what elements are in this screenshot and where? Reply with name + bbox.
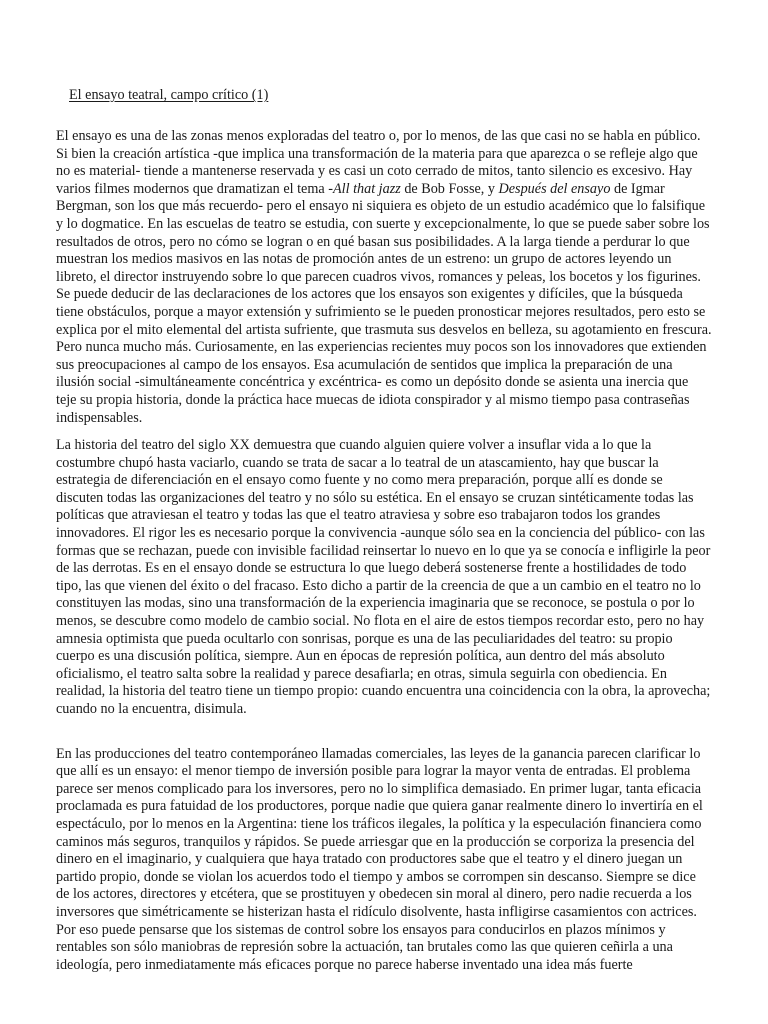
film-title-all-that-jazz: All that jazz <box>332 180 401 197</box>
paragraph-text: de Igmar Bergman, son los que más recuerdo- pero el ensayo ni siquiera es objeto de un estudio académico que lo falsifique y lo dogmatice. En las escuelas de teatro se estudia, con suerte y excepcionalmente, lo que se puede saber sobre los resultados de otros, pero no cómo se logran o en qué basan sus posibilidades. A la larga tiende a perdurar lo que muestran los medios masivos en las notas de promoción antes de un estreno: un grupo de actores leyendo un libreto, el director instruyendo sobre lo que parecen cuadros vivos, romances y peleas, los bocetos y los figurines. Se puede deducir de las declaraciones de los actores que los ensayos son exigentes y difíciles, que la búsqueda tiene obstáculos, porque a mayor extensión y sufrimiento se le pueden pronosticar mejores resultados, pero esto se explica por el mito elemental del artista sufriente, que trasmuta sus desvelos en belleza, su agotamiento en frescura. Pero nunca mucho más. Curiosamente, en las experiencias recientes muy pocos son los innovadores que extienden sus preocupaciones al campo de los ensayos. Esa acumulación de sentidos que implica la preparación de una ilusión social -simultáneamente concéntrica y excéntrica- es como un depósito donde se asienta una inercia que teje su propia historia, donde la práctica hace muecas de idiota conspirador y al mismo tiempo pasa contraseñas indispensables. <box>56 180 712 426</box>
document-title: El ensayo teatral, campo crítico (1) <box>69 87 269 103</box>
paragraph-text: La historia del teatro del siglo XX demuestra que cuando alguien quiere volver a insuflar vida a lo que la costumbre chupó hasta vaciarlo, cuando se trata de sacar a lo teatral de un atascamiento, hay que buscar la estrategia de diferenciación en el ensayo como fuente y no como mera preparación, porque allí es donde se discuten todas las organizaciones del teatro y no sólo su estética. En el ensayo se cruzan sintéticamente todas las políticas que atraviesan el teatro y todas las que el teatro atraviesa y sobre eso trabajaron todos los grandes innovadores. El rigor les es necesario porque la convivencia -aunque sólo sea en la conciencia del público- con las formas que se rechazan, puede con invisible facilidad reinsertar lo nuevo en lo que ya se conocía e infligirle la peor de las derrotas. Es en el ensayo donde se estructura lo que luego deberá sostenerse frente a hostilidades de todo tipo, las que vienen del éxito o del fracaso. Esto dicho a partir de la creencia de que a un cambio en el teatro no lo constituyen las modas, sino una transformación de la experiencia imaginaria que se reconoce, se postula o por lo menos, se descubre como modelo de cambio social. No flota en el aire de estos tiempos recordar esto, pero no hay amnesia optimista que pueda ocultarlo con sonrisas, porque es una de las peculiaridades del teatro: su propio cuerpo es una discusión política, siempre. Aun en épocas de represión política, aun dentro del más absoluto oficialismo, el teatro salta sobre la realidad y parece desafiarla; en otras, simula seguirla con obediencia. En realidad, la historia del teatro tiene un tiempo propio: cuando encuentra una coincidencia con la obra, la aprovecha; cuando no la encuentra, disimula. <box>56 437 711 717</box>
paragraph-text: En las producciones del teatro contemporáneo llamadas comerciales, las leyes de la ganancia parecen clarificar lo que allí es un ensayo: el menor tiempo de inversión posible para lograr la mayor venta de entradas. El problema parece ser menos complicado para los inversores, pero no lo simplifica demasiado. En primer lugar, tanta eficacia proclamada es pura fatuidad de los productores, porque nadie que quiera ganar realmente dinero lo invertiría en el espectáculo, por lo menos en la Argentina: tiene los tráficos ilegales, la política y la especulación financiera como caminos más seguros, tranquilos y rápidos. Se puede arriesgar que en la producción se corporiza la presencia del dinero en el imaginario, y cualquiera que haya tratado con productores sabe que el teatro y el dinero juegan un partido propio, donde se violan los acuerdos todo el tiempo y ambos se corrompen sin descanso. Siempre se dice de los actores, directores y etcétera, que se prostituyen y obedecen sin moral al dinero, pero nadie recuerda a los inversores que simétricamente se histerizan hasta el ridículo disolvente, hasta infligirse casamientos con actrices. Por eso puede pensarse que los sistemas de control sobre los ensayos para conducirlos en plazos mínimos y rentables son sólo maniobras de represión sobre la actuación, tan brutales como las que quieren ceñirla a una ideología, pero inmediatamente más eficaces porque no parece haberse inventado una idea más fuerte <box>56 745 703 973</box>
paragraph-1 <box>56 128 712 427</box>
paragraph-2 <box>56 437 712 719</box>
paragraph-text: de Bob Fosse, y <box>400 180 499 197</box>
paragraph-text: El ensayo es una de las zonas menos exploradas del teatro o, por lo menos, de las que casi no se habla en público. Si bien la creación artística -que implica una transformación de la materia para que aparezca o se refleje algo que no es material- tiende a mantenerse reservada y es casi un coto cerrado de mitos, tanto silencio es excesivo. Hay varios filmes modernos que dramatizan el tema - <box>56 128 701 197</box>
document-page <box>56 86 712 974</box>
film-title-despues-del-ensayo: Después del ensayo <box>498 180 611 197</box>
paragraph-3 <box>56 746 712 975</box>
